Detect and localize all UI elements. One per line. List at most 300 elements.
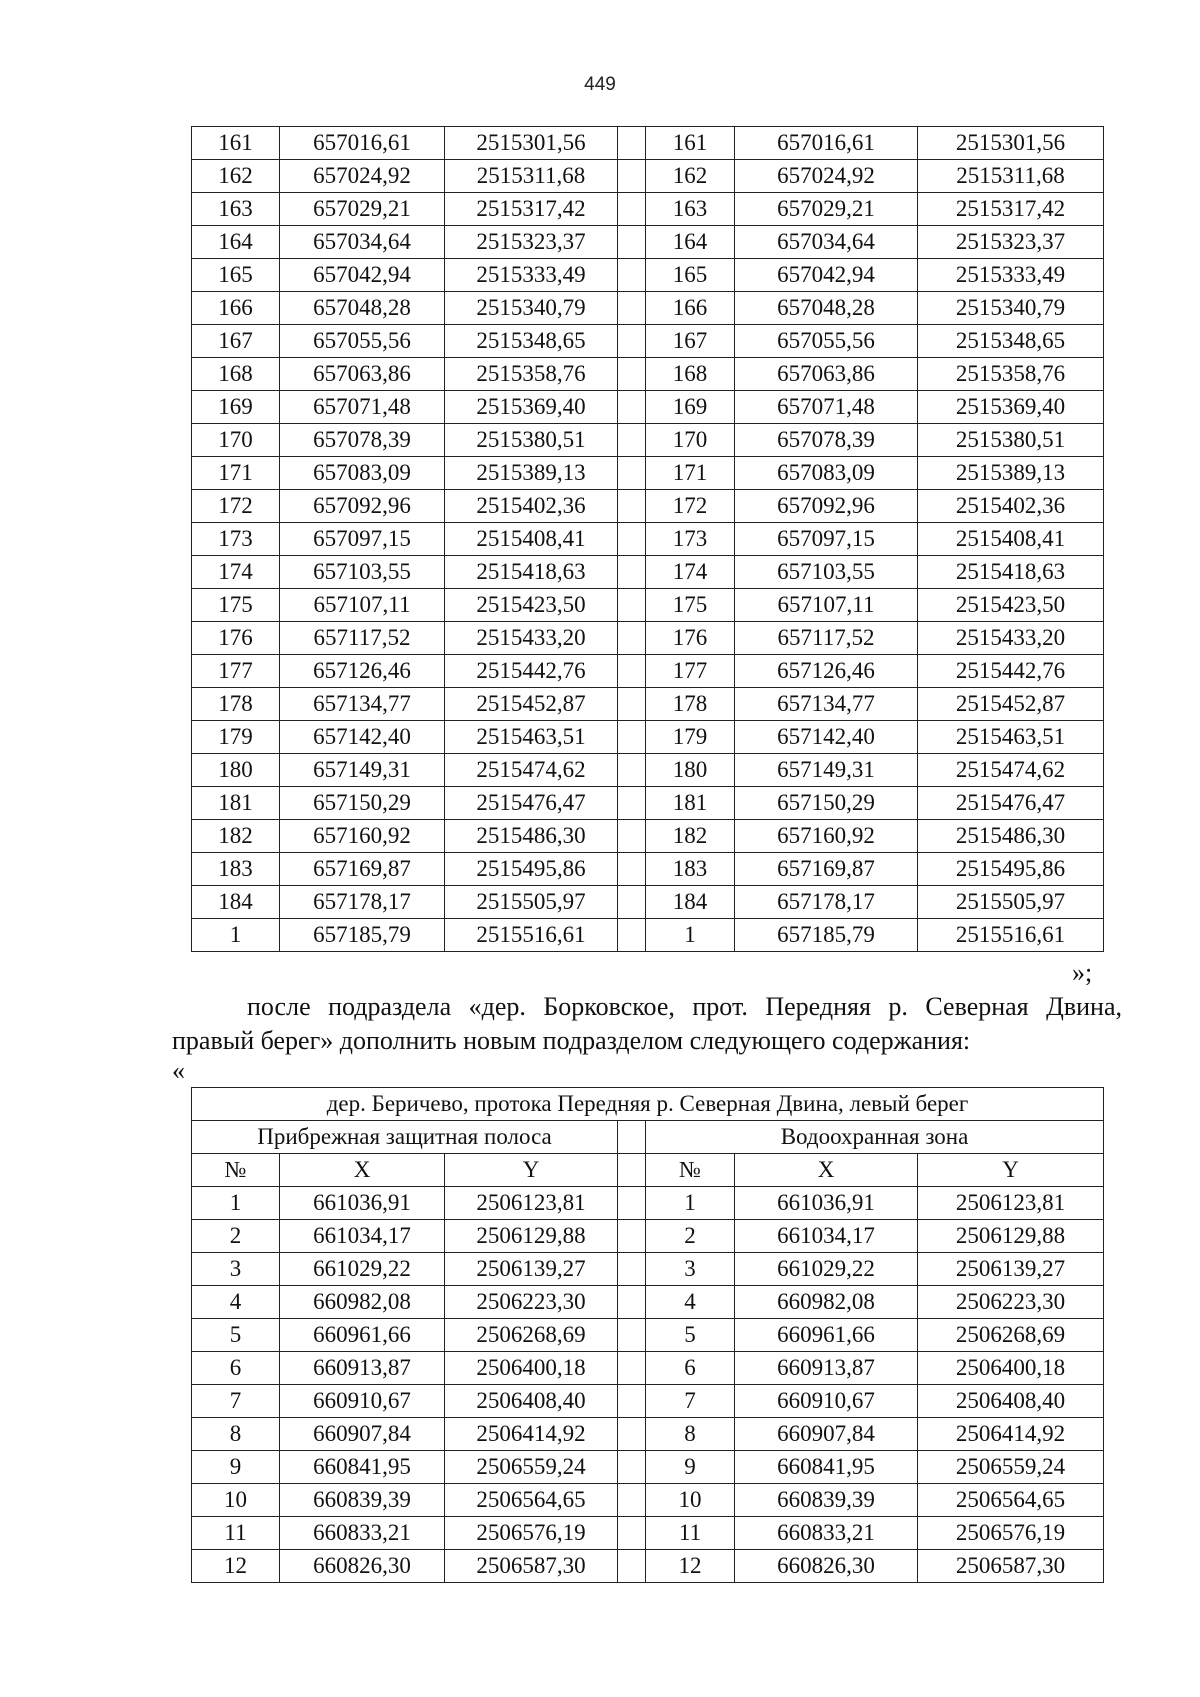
point-number: 6	[192, 1352, 280, 1385]
x-coordinate: 657034,64	[280, 226, 445, 259]
x-coordinate: 660839,39	[735, 1484, 918, 1517]
table-row	[192, 787, 1104, 820]
gap-cell	[618, 457, 646, 490]
x-coordinate: 657150,29	[735, 787, 918, 820]
y-coordinate: 2506400,18	[918, 1352, 1104, 1385]
y-coordinate: 2515317,42	[445, 193, 618, 226]
point-number: 7	[192, 1385, 280, 1418]
table-row	[192, 820, 1104, 853]
x-coordinate: 660841,95	[280, 1451, 445, 1484]
gap-cell	[618, 688, 646, 721]
x-coordinate: 657149,31	[735, 754, 918, 787]
y-coordinate: 2515495,86	[918, 853, 1104, 886]
y-coordinate: 2506587,30	[445, 1550, 618, 1583]
paragraph-line-2: правый берег» дополнить новым подразделом следующего содержания:	[172, 1026, 971, 1055]
y-coordinate: 2506408,40	[918, 1385, 1104, 1418]
table-title: дер. Беричево, протока Передняя р. Северная Двина, левый берег	[192, 1088, 1104, 1121]
x-coordinate: 657107,11	[280, 589, 445, 622]
point-number: 6	[646, 1352, 735, 1385]
y-coordinate: 2506223,30	[445, 1286, 618, 1319]
x-coordinate: 657169,87	[735, 853, 918, 886]
x-coordinate: 657160,92	[735, 820, 918, 853]
x-coordinate: 661036,91	[280, 1187, 445, 1220]
table-row	[192, 655, 1104, 688]
point-number: 177	[646, 655, 735, 688]
x-coordinate: 657142,40	[280, 721, 445, 754]
x-coordinate: 657048,28	[735, 292, 918, 325]
gap-cell	[618, 292, 646, 325]
point-number: 3	[192, 1253, 280, 1286]
table-row	[192, 127, 1104, 160]
table-row	[192, 1385, 1104, 1418]
x-coordinate: 660833,21	[735, 1517, 918, 1550]
y-coordinate: 2515317,42	[918, 193, 1104, 226]
table-row	[192, 1187, 1104, 1220]
y-coordinate: 2515348,65	[918, 325, 1104, 358]
point-number: 12	[192, 1550, 280, 1583]
y-coordinate: 2506414,92	[445, 1418, 618, 1451]
y-coordinate: 2515505,97	[918, 886, 1104, 919]
point-number: 181	[646, 787, 735, 820]
x-coordinate: 657097,15	[735, 523, 918, 556]
table-row	[192, 523, 1104, 556]
y-coordinate: 2515323,37	[918, 226, 1104, 259]
gap-cell	[618, 1484, 646, 1517]
point-number: 164	[646, 226, 735, 259]
y-coordinate: 2515418,63	[445, 556, 618, 589]
point-number: 4	[646, 1286, 735, 1319]
point-number: 165	[646, 259, 735, 292]
point-number: 173	[192, 523, 280, 556]
gap-cell	[618, 886, 646, 919]
gap-cell	[618, 259, 646, 292]
x-coordinate: 657071,48	[735, 391, 918, 424]
gap-cell	[618, 655, 646, 688]
column-header-x: X	[280, 1154, 445, 1187]
point-number: 1	[646, 1187, 735, 1220]
x-coordinate: 660982,08	[735, 1286, 918, 1319]
x-coordinate: 657029,21	[280, 193, 445, 226]
table-row	[192, 589, 1104, 622]
header-water-protection-zone: Водоохранная зона	[646, 1121, 1104, 1154]
x-coordinate: 657126,46	[735, 655, 918, 688]
gap-cell	[618, 523, 646, 556]
page-number: 449	[584, 74, 616, 95]
y-coordinate: 2515333,49	[918, 259, 1104, 292]
gap-cell	[618, 853, 646, 886]
point-number: 183	[192, 853, 280, 886]
point-number: 168	[646, 358, 735, 391]
point-number: 168	[192, 358, 280, 391]
point-number: 2	[646, 1220, 735, 1253]
point-number: 172	[646, 490, 735, 523]
y-coordinate: 2506564,65	[445, 1484, 618, 1517]
gap-cell	[618, 325, 646, 358]
point-number: 170	[646, 424, 735, 457]
y-coordinate: 2515516,61	[918, 919, 1104, 952]
column-header-number: №	[646, 1154, 735, 1187]
point-number: 180	[646, 754, 735, 787]
paragraph-line-1: после подраздела «дер. Борковское, прот. Передняя р. Северная Двина,	[247, 992, 1122, 1021]
point-number: 7	[646, 1385, 735, 1418]
table-row	[192, 424, 1104, 457]
x-coordinate: 660910,67	[280, 1385, 445, 1418]
x-coordinate: 657042,94	[735, 259, 918, 292]
table-row	[192, 457, 1104, 490]
y-coordinate: 2515340,79	[918, 292, 1104, 325]
table-row	[192, 556, 1104, 589]
y-coordinate: 2506414,92	[918, 1418, 1104, 1451]
gap-cell	[618, 1451, 646, 1484]
table-row	[192, 259, 1104, 292]
y-coordinate: 2515340,79	[445, 292, 618, 325]
table-row	[192, 721, 1104, 754]
y-coordinate: 2515423,50	[445, 589, 618, 622]
point-number: 4	[192, 1286, 280, 1319]
gap-cell	[618, 1286, 646, 1319]
point-number: 184	[192, 886, 280, 919]
y-coordinate: 2506564,65	[918, 1484, 1104, 1517]
point-number: 184	[646, 886, 735, 919]
table-row	[192, 1253, 1104, 1286]
table-row	[192, 1352, 1104, 1385]
x-coordinate: 660913,87	[735, 1352, 918, 1385]
table-row	[192, 325, 1104, 358]
x-coordinate: 660907,84	[280, 1418, 445, 1451]
point-number: 1	[192, 1187, 280, 1220]
y-coordinate: 2515301,56	[918, 127, 1104, 160]
y-coordinate: 2515389,13	[445, 457, 618, 490]
table-row	[192, 358, 1104, 391]
x-coordinate: 657103,55	[735, 556, 918, 589]
y-coordinate: 2515476,47	[445, 787, 618, 820]
table-row	[192, 226, 1104, 259]
x-coordinate: 657185,79	[735, 919, 918, 952]
y-coordinate: 2506576,19	[445, 1517, 618, 1550]
point-number: 169	[192, 391, 280, 424]
closing-quote: »;	[1072, 958, 1093, 987]
x-coordinate: 657117,52	[280, 622, 445, 655]
x-coordinate: 657107,11	[735, 589, 918, 622]
y-coordinate: 2515433,20	[918, 622, 1104, 655]
opening-quote: «	[172, 1056, 185, 1085]
point-number: 163	[192, 193, 280, 226]
x-coordinate: 660961,66	[280, 1319, 445, 1352]
y-coordinate: 2506268,69	[445, 1319, 618, 1352]
x-coordinate: 661034,17	[280, 1220, 445, 1253]
table-row	[192, 1550, 1104, 1583]
y-coordinate: 2515311,68	[445, 160, 618, 193]
x-coordinate: 657160,92	[280, 820, 445, 853]
y-coordinate: 2515442,76	[445, 655, 618, 688]
table-row	[192, 490, 1104, 523]
table-row	[192, 1418, 1104, 1451]
gap-cell	[618, 589, 646, 622]
x-coordinate: 657083,09	[735, 457, 918, 490]
coordinates-table-berichevo	[191, 1087, 1104, 1583]
y-coordinate: 2515380,51	[445, 424, 618, 457]
table-row	[192, 688, 1104, 721]
y-coordinate: 2515408,41	[918, 523, 1104, 556]
y-coordinate: 2515348,65	[445, 325, 618, 358]
point-number: 169	[646, 391, 735, 424]
x-coordinate: 660910,67	[735, 1385, 918, 1418]
y-coordinate: 2506587,30	[918, 1550, 1104, 1583]
y-coordinate: 2506139,27	[918, 1253, 1104, 1286]
x-coordinate: 657083,09	[280, 457, 445, 490]
point-number: 8	[646, 1418, 735, 1451]
x-coordinate: 657055,56	[280, 325, 445, 358]
y-coordinate: 2515486,30	[445, 820, 618, 853]
x-coordinate: 657097,15	[280, 523, 445, 556]
point-number: 9	[192, 1451, 280, 1484]
y-coordinate: 2506129,88	[445, 1220, 618, 1253]
point-number: 179	[646, 721, 735, 754]
x-coordinate: 657063,86	[280, 358, 445, 391]
x-coordinate: 657042,94	[280, 259, 445, 292]
y-coordinate: 2515486,30	[918, 820, 1104, 853]
y-coordinate: 2515301,56	[445, 127, 618, 160]
y-coordinate: 2515402,36	[918, 490, 1104, 523]
y-coordinate: 2515474,62	[445, 754, 618, 787]
gap-cell	[618, 1418, 646, 1451]
y-coordinate: 2515369,40	[918, 391, 1104, 424]
y-coordinate: 2515505,97	[445, 886, 618, 919]
point-number: 166	[192, 292, 280, 325]
table-row	[192, 193, 1104, 226]
gap-cell	[618, 1253, 646, 1286]
point-number: 10	[192, 1484, 280, 1517]
y-coordinate: 2506559,24	[918, 1451, 1104, 1484]
gap-cell	[618, 1187, 646, 1220]
gap-cell	[618, 820, 646, 853]
gap-cell	[618, 391, 646, 424]
gap-cell	[618, 622, 646, 655]
x-coordinate: 660826,30	[735, 1550, 918, 1583]
point-number: 161	[646, 127, 735, 160]
point-number: 162	[192, 160, 280, 193]
table-row	[192, 1451, 1104, 1484]
point-number: 179	[192, 721, 280, 754]
y-coordinate: 2506223,30	[918, 1286, 1104, 1319]
x-coordinate: 657078,39	[280, 424, 445, 457]
point-number: 165	[192, 259, 280, 292]
column-header-x: X	[735, 1154, 918, 1187]
x-coordinate: 660913,87	[280, 1352, 445, 1385]
x-coordinate: 660982,08	[280, 1286, 445, 1319]
gap-cell	[618, 1121, 646, 1154]
x-coordinate: 657029,21	[735, 193, 918, 226]
x-coordinate: 657016,61	[280, 127, 445, 160]
gap-cell	[618, 556, 646, 589]
gap-cell	[618, 490, 646, 523]
table-row	[192, 1286, 1104, 1319]
gap-cell	[618, 1517, 646, 1550]
point-number: 1	[192, 919, 280, 952]
y-coordinate: 2515423,50	[918, 589, 1104, 622]
y-coordinate: 2515369,40	[445, 391, 618, 424]
gap-cell	[618, 919, 646, 952]
point-number: 170	[192, 424, 280, 457]
y-coordinate: 2515452,87	[445, 688, 618, 721]
point-number: 164	[192, 226, 280, 259]
y-coordinate: 2506408,40	[445, 1385, 618, 1418]
point-number: 172	[192, 490, 280, 523]
y-coordinate: 2515402,36	[445, 490, 618, 523]
x-coordinate: 657034,64	[735, 226, 918, 259]
x-coordinate: 657024,92	[735, 160, 918, 193]
y-coordinate: 2506123,81	[445, 1187, 618, 1220]
y-coordinate: 2515463,51	[445, 721, 618, 754]
point-number: 178	[192, 688, 280, 721]
y-coordinate: 2515358,76	[445, 358, 618, 391]
x-coordinate: 657150,29	[280, 787, 445, 820]
table-row	[192, 919, 1104, 952]
point-number: 176	[646, 622, 735, 655]
point-number: 2	[192, 1220, 280, 1253]
column-header-number: №	[192, 1154, 280, 1187]
x-coordinate: 660839,39	[280, 1484, 445, 1517]
coordinates-table-continued	[191, 126, 1104, 952]
x-coordinate: 657055,56	[735, 325, 918, 358]
point-number: 183	[646, 853, 735, 886]
gap-cell	[618, 424, 646, 457]
point-number: 180	[192, 754, 280, 787]
table-row	[192, 853, 1104, 886]
x-coordinate: 661029,22	[735, 1253, 918, 1286]
x-coordinate: 657185,79	[280, 919, 445, 952]
x-coordinate: 657048,28	[280, 292, 445, 325]
point-number: 166	[646, 292, 735, 325]
x-coordinate: 660833,21	[280, 1517, 445, 1550]
table-row	[192, 1517, 1104, 1550]
gap-cell	[618, 1550, 646, 1583]
point-number: 161	[192, 127, 280, 160]
point-number: 3	[646, 1253, 735, 1286]
header-coastal-protective-strip: Прибрежная защитная полоса	[192, 1121, 618, 1154]
y-coordinate: 2515476,47	[918, 787, 1104, 820]
y-coordinate: 2506400,18	[445, 1352, 618, 1385]
point-number: 167	[646, 325, 735, 358]
gap-cell	[618, 721, 646, 754]
y-coordinate: 2515380,51	[918, 424, 1104, 457]
gap-cell	[618, 1220, 646, 1253]
x-coordinate: 660961,66	[735, 1319, 918, 1352]
point-number: 11	[646, 1517, 735, 1550]
x-coordinate: 657078,39	[735, 424, 918, 457]
y-coordinate: 2515408,41	[445, 523, 618, 556]
y-coordinate: 2506139,27	[445, 1253, 618, 1286]
x-coordinate: 657016,61	[735, 127, 918, 160]
point-number: 9	[646, 1451, 735, 1484]
point-number: 163	[646, 193, 735, 226]
point-number: 176	[192, 622, 280, 655]
y-coordinate: 2515452,87	[918, 688, 1104, 721]
x-coordinate: 657092,96	[735, 490, 918, 523]
gap-cell	[618, 1352, 646, 1385]
gap-cell	[618, 127, 646, 160]
x-coordinate: 657134,77	[280, 688, 445, 721]
point-number: 167	[192, 325, 280, 358]
point-number: 182	[192, 820, 280, 853]
point-number: 12	[646, 1550, 735, 1583]
x-coordinate: 661036,91	[735, 1187, 918, 1220]
x-coordinate: 657142,40	[735, 721, 918, 754]
table-row	[192, 1220, 1104, 1253]
x-coordinate: 657024,92	[280, 160, 445, 193]
y-coordinate: 2506576,19	[918, 1517, 1104, 1550]
gap-cell	[618, 358, 646, 391]
point-number: 8	[192, 1418, 280, 1451]
y-coordinate: 2506559,24	[445, 1451, 618, 1484]
gap-cell	[618, 1319, 646, 1352]
x-coordinate: 660826,30	[280, 1550, 445, 1583]
y-coordinate: 2506268,69	[918, 1319, 1104, 1352]
table-row	[192, 1484, 1104, 1517]
x-coordinate: 660907,84	[735, 1418, 918, 1451]
gap-cell	[618, 754, 646, 787]
x-coordinate: 657063,86	[735, 358, 918, 391]
x-coordinate: 657126,46	[280, 655, 445, 688]
table-row	[192, 391, 1104, 424]
gap-cell	[618, 1154, 646, 1187]
gap-cell	[618, 160, 646, 193]
table-row	[192, 622, 1104, 655]
y-coordinate: 2515442,76	[918, 655, 1104, 688]
gap-cell	[618, 193, 646, 226]
y-coordinate: 2515418,63	[918, 556, 1104, 589]
point-number: 182	[646, 820, 735, 853]
y-coordinate: 2515495,86	[445, 853, 618, 886]
point-number: 171	[192, 457, 280, 490]
point-number: 171	[646, 457, 735, 490]
point-number: 1	[646, 919, 735, 952]
y-coordinate: 2515333,49	[445, 259, 618, 292]
y-coordinate: 2515311,68	[918, 160, 1104, 193]
y-coordinate: 2515323,37	[445, 226, 618, 259]
point-number: 174	[646, 556, 735, 589]
point-number: 5	[192, 1319, 280, 1352]
y-coordinate: 2506129,88	[918, 1220, 1104, 1253]
point-number: 175	[646, 589, 735, 622]
y-coordinate: 2515474,62	[918, 754, 1104, 787]
table-row	[192, 160, 1104, 193]
x-coordinate: 657149,31	[280, 754, 445, 787]
point-number: 177	[192, 655, 280, 688]
x-coordinate: 661034,17	[735, 1220, 918, 1253]
table-row	[192, 886, 1104, 919]
point-number: 5	[646, 1319, 735, 1352]
y-coordinate: 2506123,81	[918, 1187, 1104, 1220]
x-coordinate: 657169,87	[280, 853, 445, 886]
x-coordinate: 657103,55	[280, 556, 445, 589]
x-coordinate: 657071,48	[280, 391, 445, 424]
point-number: 10	[646, 1484, 735, 1517]
y-coordinate: 2515516,61	[445, 919, 618, 952]
y-coordinate: 2515389,13	[918, 457, 1104, 490]
gap-cell	[618, 1385, 646, 1418]
table-row	[192, 1319, 1104, 1352]
point-number: 174	[192, 556, 280, 589]
point-number: 162	[646, 160, 735, 193]
point-number: 11	[192, 1517, 280, 1550]
x-coordinate: 657134,77	[735, 688, 918, 721]
y-coordinate: 2515358,76	[918, 358, 1104, 391]
table-row	[192, 754, 1104, 787]
y-coordinate: 2515463,51	[918, 721, 1104, 754]
point-number: 173	[646, 523, 735, 556]
point-number: 181	[192, 787, 280, 820]
